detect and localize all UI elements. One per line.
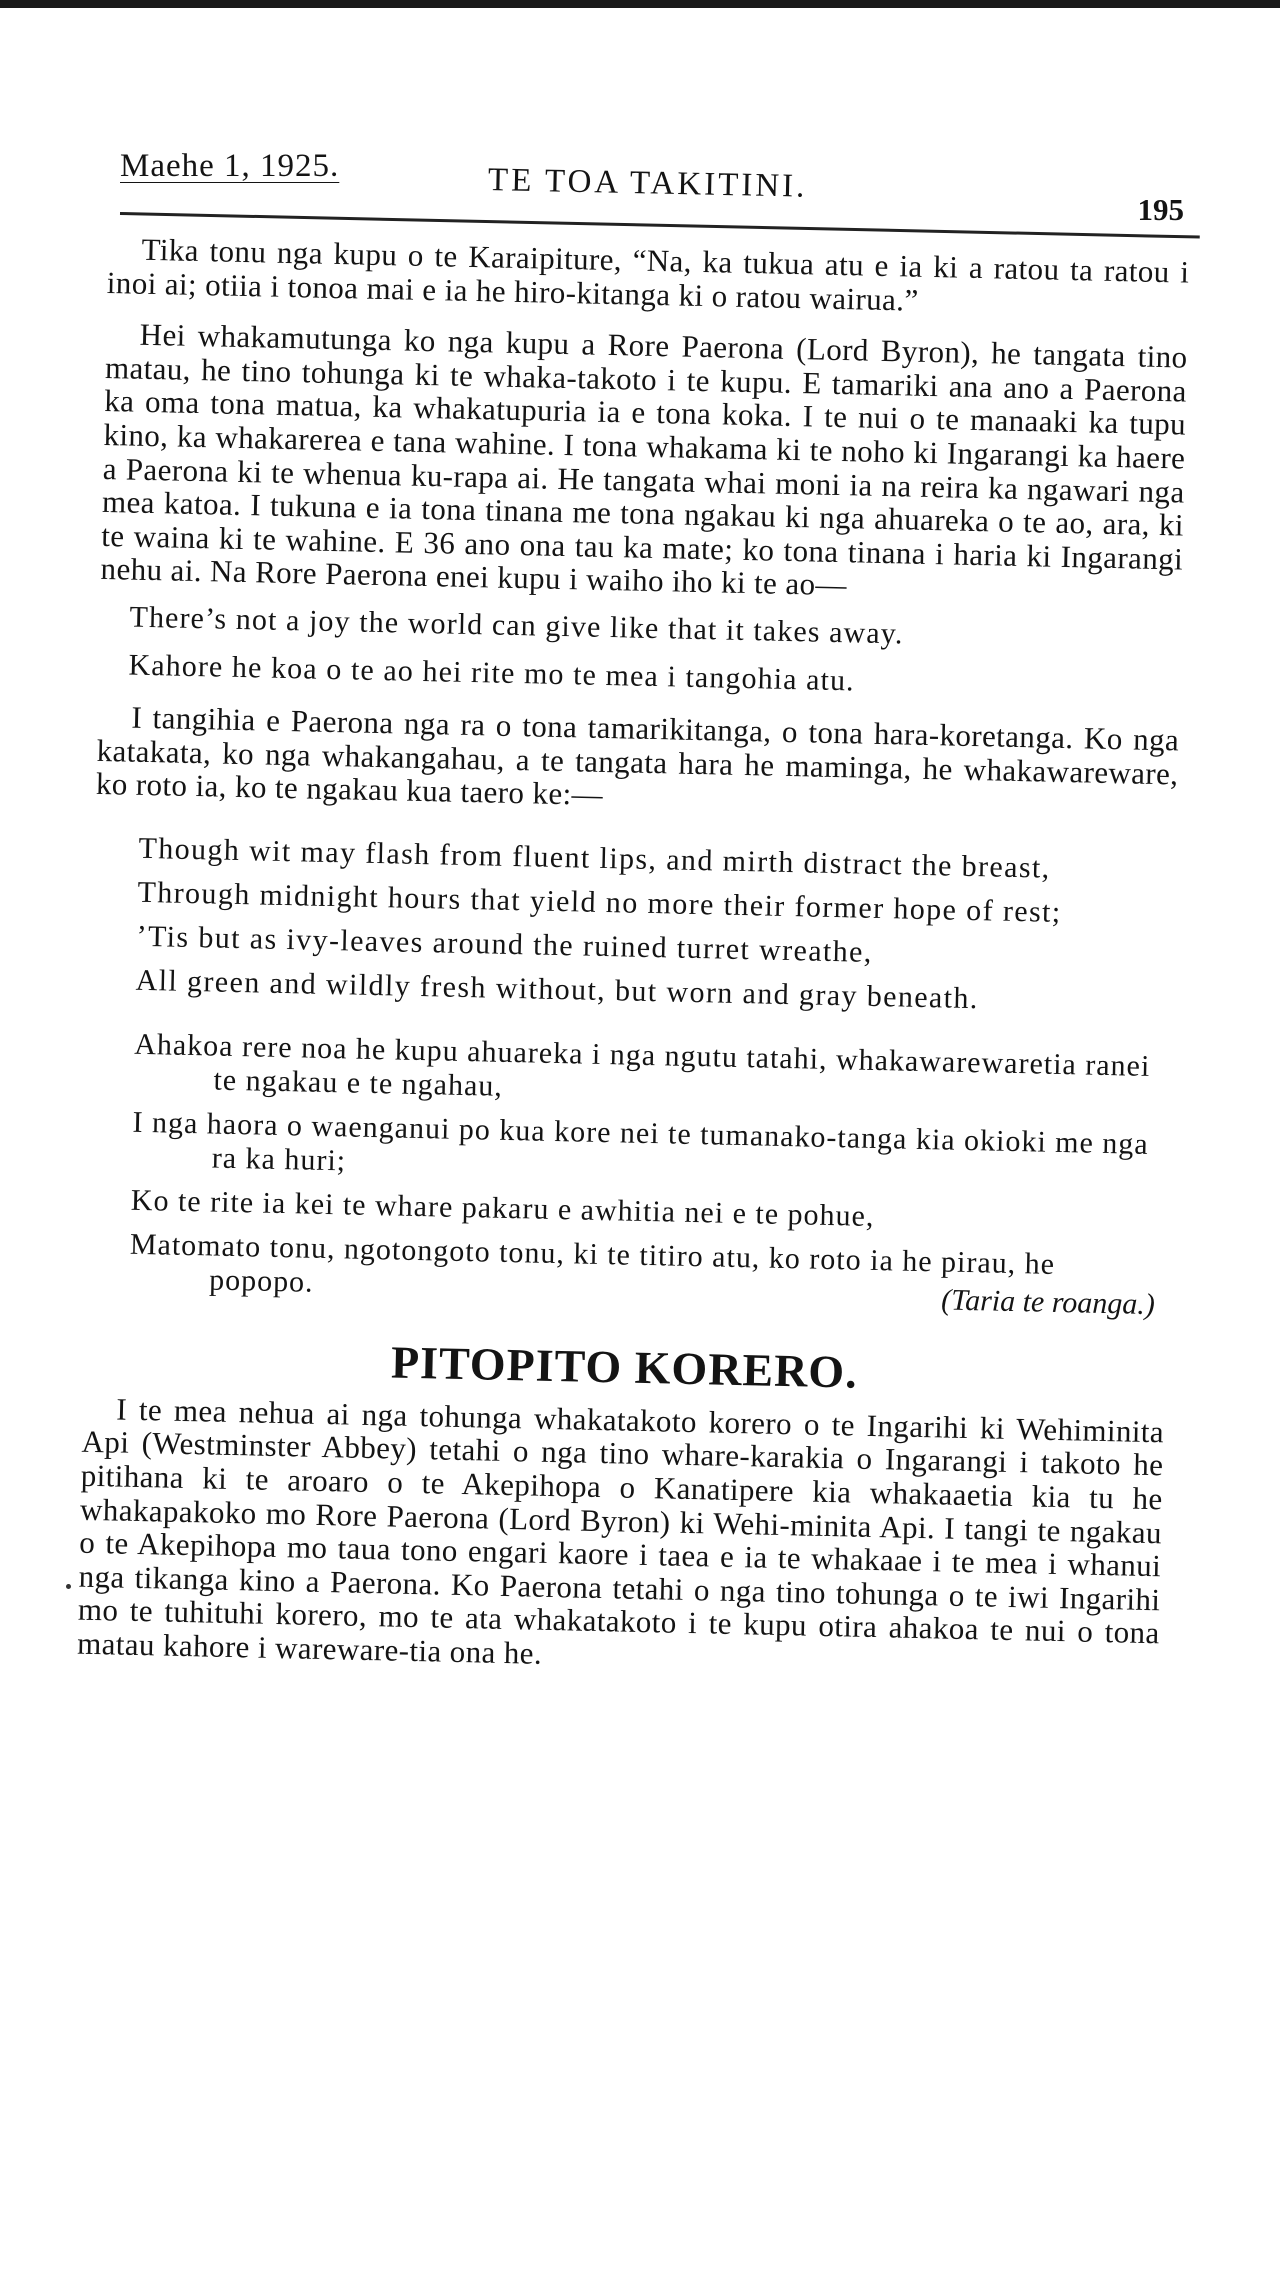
- paragraph-lament: I tangihia e Paerona nga ra o tona tamarikitanga, o tona hara-koretanga. Ko nga katakata, ko nga whakangahau, a te tangata hara he maminga, he whakawareware, ko roto ia, ko te ngakau kua taero ke:—: [95, 699, 1180, 813]
- header-date: Maehe 1, 1925.: [120, 148, 340, 184]
- running-header: [120, 148, 1184, 227]
- verse-line: Matomato tonu, ngotongoto tonu, ki te titiro atu, ko roto ia he pirau, he popopo.: [129, 1227, 1056, 1299]
- margin-dot: [66, 1584, 71, 1589]
- page-number: 195: [1137, 192, 1184, 227]
- quote-english: There’s not a joy the world can give like that it takes away.: [129, 600, 904, 651]
- paragraph-scripture: Tika tonu nga kupu o te Karaipiture, “Na, ka tukua atu e ia ki a ratou ta ratou i inoi ai; otiia i tonoa mai e ia he hiro-kitanga ki o ratou wairua.”: [106, 231, 1190, 318]
- verse-english: [135, 832, 1176, 1021]
- paragraph-byron-bio: Hei whakamutunga ko nga kupu a Rore Paerona (Lord Byron), he tangata tino matau, he tino tohunga ki te whaka-takoto i te kupu. E tamariki ana ano a Paerona ka oma tona matua, ka whakatupuria ia e tona koka. I te nui o te manaaki ka tupu kino, ka whakarerea e tana wahine. I tona whakama ki te noho ki Ingarangi ka haere a Paerona ki te whenua ku-rapa ai. He tangata whai moni ia na reira ka ngawari nga mea katoa. I tukuna e ia tona tinana me tona ngakau ki nga ahuareka o te ao, ara, ki te waina ki te wahine. E 36 ano ona tau ka mate; ko tona tinana i haria ki Ingarangi nehu ai. Na Rore Paerona enei kupu i waiho iho ki te ao—: [100, 316, 1188, 603]
- to-be-continued-note: (Taria te roanga.): [940, 1283, 1156, 1321]
- verse-line: I nga haora o waenganui po kua kore nei te tumanako-tanga kia okioki me nga ra ka huri;: [132, 1105, 1150, 1178]
- paragraph-westminster: I te mea nehua ai nga tohunga whakatakoto korero o te Ingarihi ki Wehiminita Api (Westminster Abbey) tetahi o nga tino whare-karakia o Ingarangi i takoto he pitihana ki te aroaro o te Akepihopa o Kanatipere kia whakaaetia kia tu he whakapakoko mo Rore Paerona (Lord Byron) ki Wehi-minita Api. I tangi te ngakau o te Akepihopa mo taua tono engari kaore i taea e ia te whakaae i te mea i whanui nga tikanga kino a Paerona. Ko Paerona tetahi o nga tino tohunga o te iwi Ingarihi mo te tuhituhi korero, mo te ata whakatakoto i te kupu otira ahakoa te nui o tona matau kahore i wareware-tia ona he.: [76, 1391, 1165, 1671]
- verse-maori: [129, 1027, 1173, 1322]
- verse-line: Ahakoa rere noa he kupu ahuareka i nga ngutu tatahi, whakawarewaretia ranei te ngakau e te ngahau,: [133, 1027, 1151, 1103]
- top-edge-rule: [0, 0, 1280, 8]
- quote-maori: Kahore he koa o te ao hei rite mo te mea i tangohia atu.: [128, 648, 856, 698]
- verse-line: Ko te rite ia kei te whare pakaru e awhitia nei e te pohue,: [130, 1183, 875, 1233]
- verse-line: ’Tis but as ivy-leaves around the ruined turret wreathe,: [136, 919, 874, 969]
- verse-line: Though wit may flash from fluent lips, and mirth distract the breast,: [138, 831, 1051, 885]
- section-heading: PITOPITO KORERO.: [390, 1336, 859, 1398]
- header-title: TE TOA TAKITINI.: [487, 162, 808, 205]
- page-body: [77, 232, 1190, 1684]
- verse-line: Through midnight hours that yield no more their former hope of rest;: [137, 875, 1062, 929]
- verse-line: All green and wildly fresh without, but worn and gray beneath.: [135, 963, 980, 1015]
